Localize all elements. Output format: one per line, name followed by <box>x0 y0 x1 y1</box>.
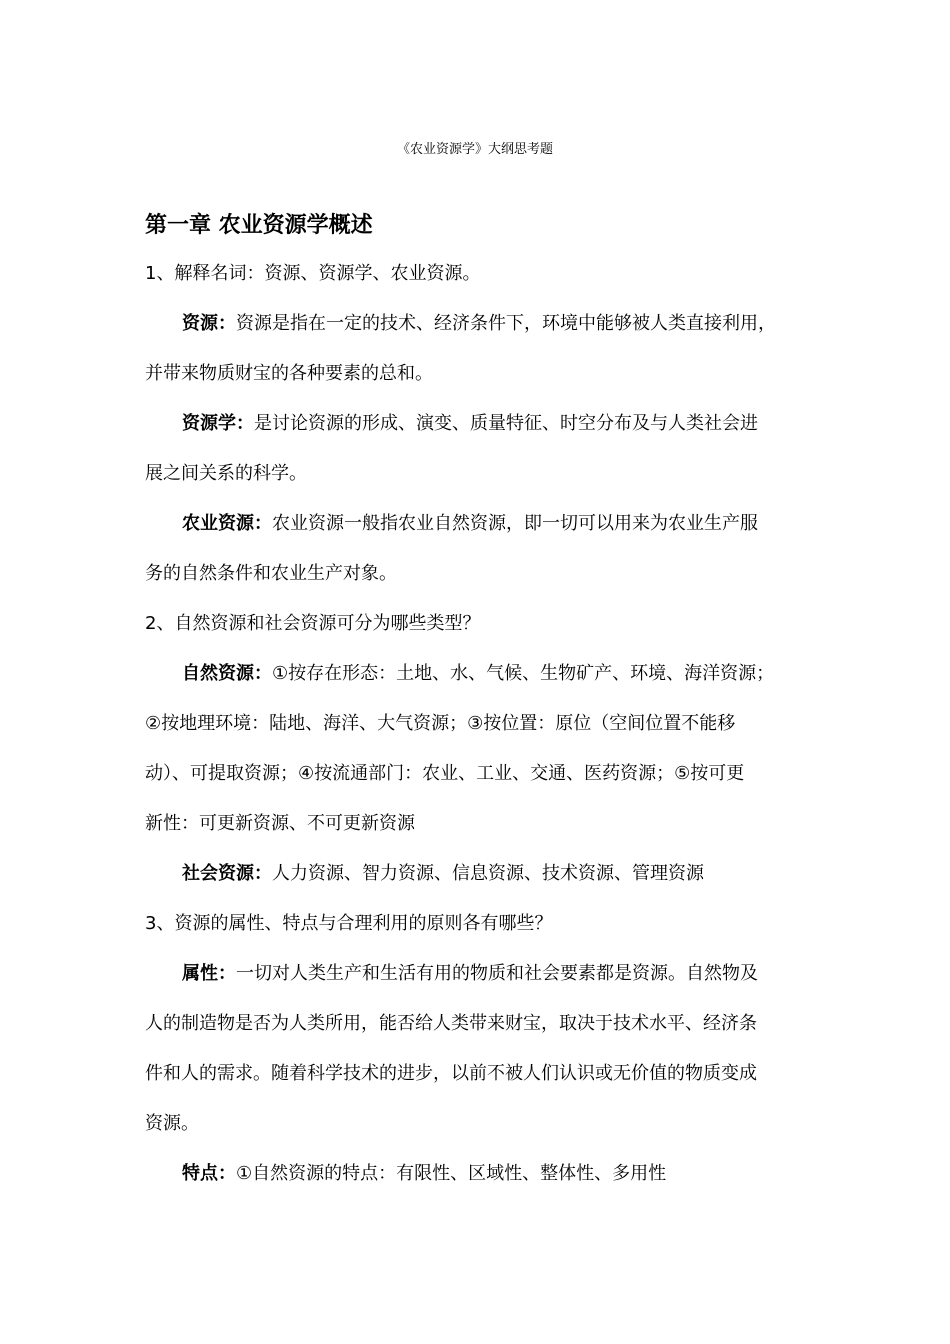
answer-nongye-line-2: 务的自然条件和农业生产对象。 <box>145 563 397 584</box>
answer-ziyuan-line-1 <box>182 310 776 338</box>
answer-ziyuan-line-2: 并带来物质财宝的各种要素的总和。 <box>145 363 433 384</box>
term-ziyuanxue: 资源学： <box>182 413 254 434</box>
definition-ziyuan-text-1: 资源是指在一定的技术、经济条件下，环境中能够被人类直接利用， <box>236 313 776 334</box>
term-shehui-ziyuan: 社会资源： <box>182 863 272 884</box>
definition-ziran-text-1: ①按存在形态：土地、水、气候、生物矿产、环境、海洋资源； <box>272 663 775 684</box>
answer-shuxing-line-1 <box>182 960 758 988</box>
definition-ziyuanxue-text-1: 是讨论资源的形成、演变、质量特征、时空分布及与人类社会进 <box>254 413 758 434</box>
answer-shuxing-line-2: 人的制造物是否为人类所用，能否给人类带来财宝，取决于技术水平、经济条 <box>145 1013 757 1034</box>
answer-shuxing-line-4: 资源。 <box>145 1113 199 1134</box>
term-tedian: 特点： <box>182 1163 236 1184</box>
question-2: 2、自然资源和社会资源可分为哪些类型？ <box>145 613 481 634</box>
question-3: 3、资源的属性、特点与合理利用的原则各有哪些？ <box>145 913 553 934</box>
answer-tedian-line-1 <box>182 1160 666 1188</box>
term-nongye-ziyuan: 农业资源： <box>182 513 272 534</box>
definition-shuxing-text-1: 一切对人类生产和生活有用的物质和社会要素都是资源。自然物及 <box>236 963 758 984</box>
term-ziran-ziyuan: 自然资源： <box>182 663 272 684</box>
chapter-heading: 第一章 农业资源学概述 <box>145 213 373 238</box>
answer-ziran-line-3: 动）、可提取资源；④按流通部门：农业、工业、交通、医药资源；⑤按可更 <box>145 763 745 784</box>
question-1: 1、解释名词：资源、资源学、农业资源。 <box>145 263 481 284</box>
definition-shehui-text-1: 人力资源、智力资源、信息资源、技术资源、管理资源 <box>272 863 704 884</box>
answer-shehui-line-1 <box>182 860 704 888</box>
answer-ziyuanxue-line-2: 展之间关系的科学。 <box>145 463 307 484</box>
document-title: 《农业资源学》大纲思考题 <box>396 142 553 157</box>
term-ziyuan: 资源： <box>182 313 236 334</box>
answer-nongye-line-1 <box>182 510 758 538</box>
answer-shuxing-line-3: 件和人的需求。随着科学技术的进步，以前不被人们认识或无价值的物质变成 <box>145 1063 757 1084</box>
definition-nongye-text-1: 农业资源一般指农业自然资源，即一切可以用来为农业生产服 <box>272 513 758 534</box>
answer-ziran-line-1 <box>182 660 774 688</box>
definition-tedian-text-1: ①自然资源的特点：有限性、区域性、整体性、多用性 <box>236 1163 667 1184</box>
term-shuxing: 属性： <box>182 963 236 984</box>
answer-ziran-line-2: ②按地理环境：陆地、海洋、大气资源；③按位置：原位（空间位置不能移 <box>145 713 736 734</box>
answer-ziyuanxue-line-1 <box>182 410 758 438</box>
answer-ziran-line-4: 新性：可更新资源、不可更新资源 <box>145 813 415 834</box>
